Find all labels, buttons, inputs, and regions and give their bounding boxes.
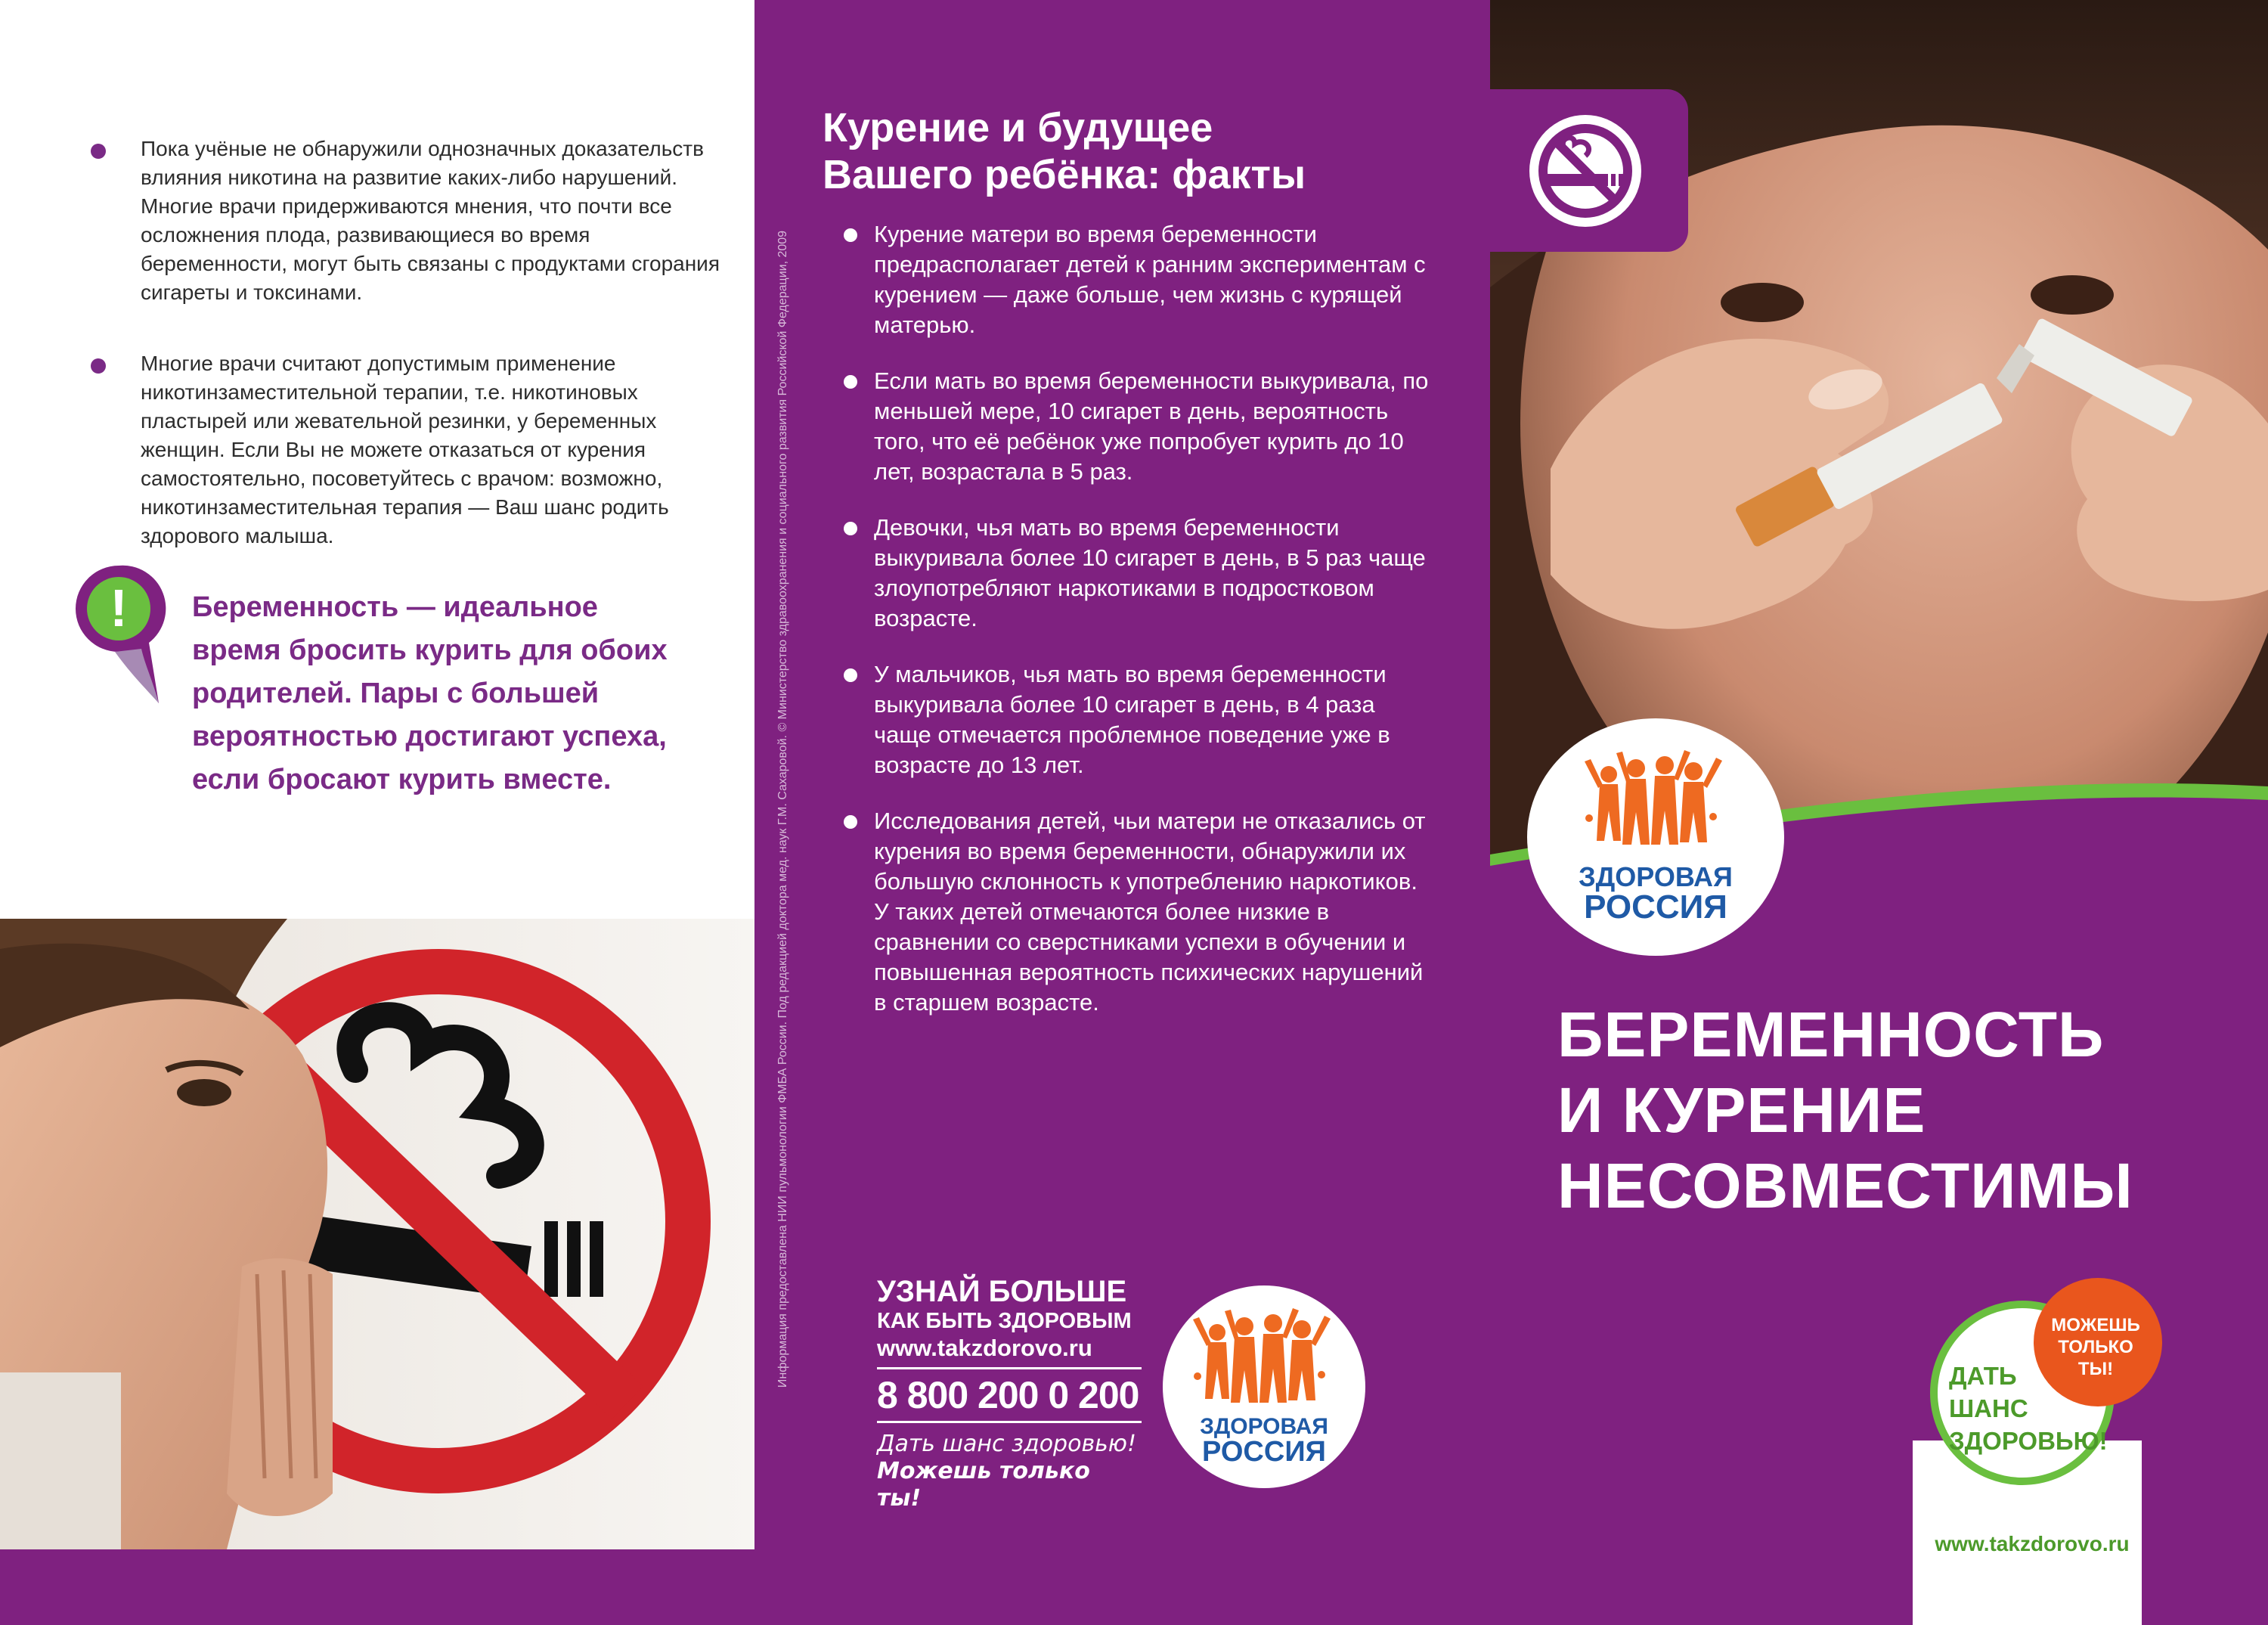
fact-text: Курение матери во время беременности предрасполагает детей к ранним экспериментам с курением — даже больше, чем жизнь с курящей матерью. (874, 221, 1426, 338)
tip-callout-text: Беременность — идеальное время бросить курить для обоих родителей. Пары с большей вероятностью достигают успеха, если бросают курить вместе. (192, 591, 668, 795)
orange-badge-line3: ТЫ! (2077, 1359, 2114, 1379)
facts-list (844, 219, 1433, 1044)
fact-text: Девочки, чья мать во время беременности выкуривала более 10 сигарет в день, в 5 раз чаще злоупотребляют наркотиками в подростковом возрасте. (874, 514, 1426, 631)
green-badge-line3: ЗДОРОВЬЮ! (1949, 1427, 2108, 1455)
smoker-photo (0, 919, 754, 1549)
cover-url-link[interactable]: www.takzdorovo.ru (1935, 1532, 2130, 1555)
no-smoking-icon (1490, 89, 1688, 252)
learn-more-heading: УЗНАЙ БОЛЬШЕ (877, 1275, 1127, 1308)
hotline-phone[interactable]: 8 800 200 0 200 (877, 1369, 1142, 1423)
fact-text: Если мать во время беременности выкуривала, по меньшей мере, 10 сигарет в день, вероятность того, что её ребёнок уже попробует курить до 10 лет, возрастала в 5 раз. (874, 367, 1429, 485)
fact-item (844, 659, 1433, 780)
fact-text: Исследования детей, чьи матери не отказались от курения во время беременности, обнаружили их большую склонность к употреблению наркотиков. У таких детей отмечаются более низкие в сравнении со сверстниками успехи в обучении и повышенная вероятность психических нарушений в старшем возрасте. (874, 808, 1426, 1016)
green-badge-line1: ДАТЬ (1949, 1362, 2017, 1390)
bullet-dot (844, 375, 857, 389)
fact-item (844, 513, 1433, 634)
learn-more-subheading: КАК БЫТЬ ЗДОРОВЫМ (877, 1309, 1132, 1333)
bullet-dot (91, 358, 106, 374)
vertical-credit-line (773, 136, 794, 1482)
zdorovaya-rossiya-cover-logo (1527, 718, 1784, 956)
bottom-band (0, 1549, 1913, 1625)
bullet-dot (91, 144, 106, 159)
bullet-dot (844, 815, 857, 829)
orange-badge-line1: МОЖЕШЬ (2051, 1315, 2140, 1335)
fact-item (844, 806, 1433, 1018)
logo-figures-icon (1527, 718, 1784, 956)
facts-title (823, 104, 1442, 198)
vertical-credit-text: Информация предоставлена НИИ пульмонологии ФМБА России. Под редакцией доктора мед. наук Г.М. Сахаровой. © Министерство здравоохранения и социального развития Российской Федерации, 2009 (776, 230, 789, 1388)
logo-text-line2: РОССИЯ (1202, 1436, 1326, 1468)
left-bullet-item (91, 349, 726, 550)
fact-item (844, 219, 1433, 340)
cover-title (1557, 997, 2253, 1223)
zdorovaya-rossiya-logo (1163, 1285, 1365, 1488)
cover-title-line3: НЕСОВМЕСТИМЫ (1557, 1150, 2133, 1221)
left-bullet-list (91, 135, 726, 593)
bullet-dot (844, 228, 857, 242)
learn-more-url-link[interactable]: www.takzdorovo.ru (877, 1334, 1142, 1369)
logo-text-line2: РОССИЯ (1584, 888, 1727, 926)
green-badge-text (1949, 1360, 2108, 1457)
orange-badge-line2: ТОЛЬКО (2058, 1337, 2133, 1357)
logo-text-line1: ЗДОРОВАЯ (1200, 1414, 1328, 1439)
fact-item (844, 366, 1433, 487)
cover-title-line2: И КУРЕНИЕ (1557, 1075, 1926, 1146)
cover-title-line1: БЕРЕМЕННОСТЬ (1557, 999, 2105, 1070)
exclamation-icon (70, 560, 168, 711)
left-bullet-item (91, 135, 726, 307)
slogan-line2: Можешь только ты! (877, 1458, 1090, 1512)
bottom-band-right (2142, 1549, 2268, 1625)
fact-text: У мальчиков, чья мать во время беременности выкуривала более 10 сигарет в день, в 4 раза чаще отмечается проблемное поведение уже в возрасте до 13 лет. (874, 661, 1390, 778)
facts-title-line1: Курение и будущее (823, 105, 1213, 150)
logo-text-line1: ЗДОРОВАЯ (1579, 861, 1733, 892)
facts-title-line2: Вашего ребёнка: факты (823, 152, 1306, 197)
bullet-dot (844, 668, 857, 682)
left-bullet-text: Многие врачи считают допустимым применение никотинзаместительной терапии, т.е. никотиновых пластырей или жевательной резинки, у беременных женщин. Если Вы не можете отказаться от курения самостоятельно, посоветуйтесь с врачом: возможно, никотинзаместительная терапия — Ваш шанс родить здорового малыша. (141, 352, 669, 547)
bullet-dot (844, 522, 857, 535)
left-bullet-text: Пока учёные не обнаружили однозначных доказательств влияния никотина на развитие каких-либо нарушений. Многие врачи придерживаются мнения, что почти все осложнения плода, развивающиеся во время беременности, могут быть связаны с продуктами сгорания сигареты и токсинами. (141, 137, 720, 304)
no-smoking-tab (1490, 89, 1688, 252)
logo-figures-icon (1163, 1285, 1365, 1488)
learn-more-block (877, 1275, 1142, 1512)
green-badge-line2: ШАНС (1949, 1394, 2028, 1422)
smoker-photo-illustration (0, 919, 754, 1549)
exclamation-glyph: ! (110, 578, 128, 637)
slogan-line1: Дать шанс здоровью! (877, 1431, 1137, 1457)
